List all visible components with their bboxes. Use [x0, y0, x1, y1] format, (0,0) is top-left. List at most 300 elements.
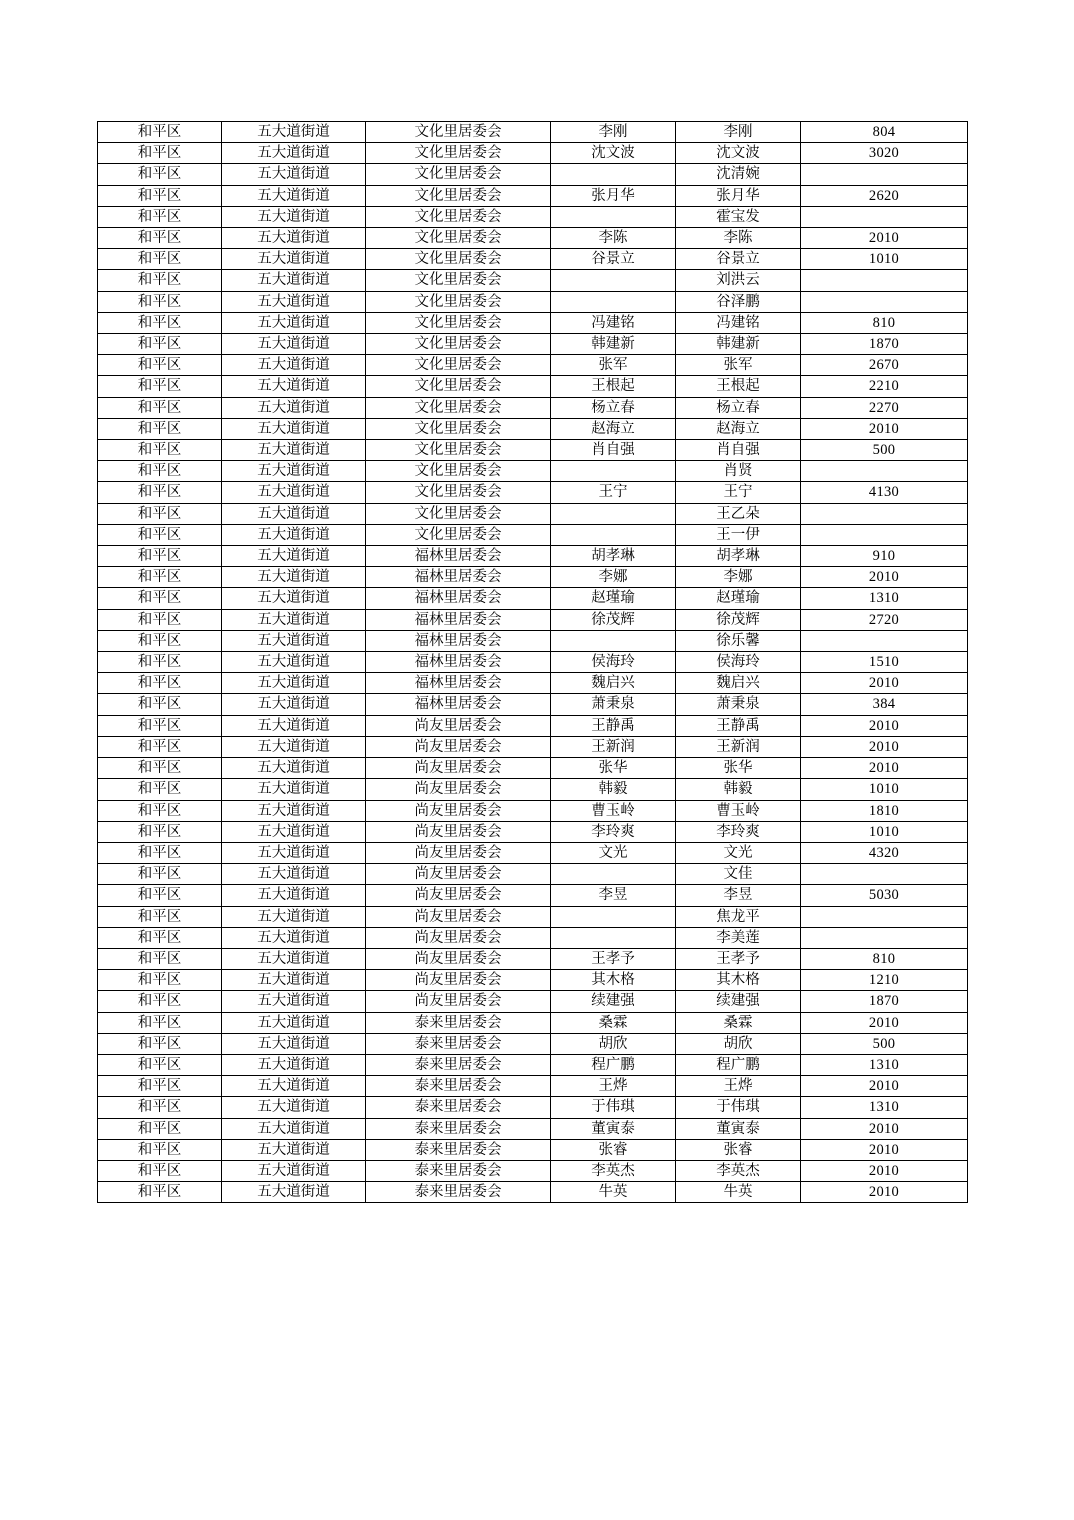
cell-amount: 3020: [801, 143, 968, 164]
cell-amount: 2010: [801, 673, 968, 694]
cell-street: 五大道街道: [222, 736, 366, 757]
cell-amount: 1010: [801, 821, 968, 842]
cell-amount: 1510: [801, 652, 968, 673]
cell-person: 谷泽鹏: [676, 291, 801, 312]
cell-district: 和平区: [98, 270, 222, 291]
table-row: [98, 546, 968, 567]
cell-amount: 500: [801, 440, 968, 461]
cell-district: 和平区: [98, 1097, 222, 1118]
cell-person: 胡孝琳: [676, 546, 801, 567]
table-row: [98, 291, 968, 312]
cell-committee: 文化里居委会: [366, 206, 551, 227]
cell-committee: 尚友里居委会: [366, 821, 551, 842]
cell-committee: 尚友里居委会: [366, 842, 551, 863]
cell-applicant: 韩建新: [551, 334, 676, 355]
cell-amount: 1870: [801, 991, 968, 1012]
cell-committee: 文化里居委会: [366, 228, 551, 249]
cell-amount: 810: [801, 948, 968, 969]
cell-committee: 文化里居委会: [366, 164, 551, 185]
cell-person: 其木格: [676, 970, 801, 991]
cell-applicant: [551, 503, 676, 524]
table-row: [98, 1118, 968, 1139]
cell-district: 和平区: [98, 970, 222, 991]
cell-district: 和平区: [98, 482, 222, 503]
cell-committee: 文化里居委会: [366, 482, 551, 503]
cell-committee: 文化里居委会: [366, 397, 551, 418]
cell-amount: 2010: [801, 418, 968, 439]
cell-street: 五大道街道: [222, 758, 366, 779]
cell-applicant: [551, 927, 676, 948]
cell-committee: 文化里居委会: [366, 503, 551, 524]
cell-amount: 2010: [801, 228, 968, 249]
cell-applicant: 冯建铭: [551, 312, 676, 333]
cell-applicant: [551, 864, 676, 885]
cell-street: 五大道街道: [222, 821, 366, 842]
cell-person: 焦龙平: [676, 906, 801, 927]
cell-committee: 福林里居委会: [366, 546, 551, 567]
cell-street: 五大道街道: [222, 800, 366, 821]
cell-person: 李娜: [676, 567, 801, 588]
cell-applicant: 文光: [551, 842, 676, 863]
cell-street: 五大道街道: [222, 461, 366, 482]
table-row: [98, 482, 968, 503]
cell-amount: 2010: [801, 715, 968, 736]
cell-person: 张月华: [676, 185, 801, 206]
cell-district: 和平区: [98, 821, 222, 842]
cell-amount: [801, 461, 968, 482]
cell-person: 李英杰: [676, 1160, 801, 1181]
cell-district: 和平区: [98, 927, 222, 948]
cell-street: 五大道街道: [222, 1033, 366, 1054]
cell-amount: 2270: [801, 397, 968, 418]
cell-street: 五大道街道: [222, 249, 366, 270]
cell-applicant: 萧秉泉: [551, 694, 676, 715]
cell-applicant: 张月华: [551, 185, 676, 206]
cell-street: 五大道街道: [222, 609, 366, 630]
table-row: [98, 948, 968, 969]
cell-amount: 2010: [801, 1012, 968, 1033]
cell-street: 五大道街道: [222, 185, 366, 206]
cell-committee: 尚友里居委会: [366, 927, 551, 948]
cell-person: 徐茂辉: [676, 609, 801, 630]
table-row: [98, 440, 968, 461]
cell-person: 魏启兴: [676, 673, 801, 694]
cell-amount: 2210: [801, 376, 968, 397]
cell-applicant: 李刚: [551, 122, 676, 143]
cell-district: 和平区: [98, 503, 222, 524]
cell-person: 张军: [676, 355, 801, 376]
cell-committee: 福林里居委会: [366, 652, 551, 673]
cell-person: 霍宝发: [676, 206, 801, 227]
table-row: [98, 906, 968, 927]
cell-amount: 2670: [801, 355, 968, 376]
cell-committee: 文化里居委会: [366, 143, 551, 164]
cell-person: 沈文波: [676, 143, 801, 164]
cell-applicant: 李昱: [551, 885, 676, 906]
cell-district: 和平区: [98, 164, 222, 185]
cell-street: 五大道街道: [222, 206, 366, 227]
cell-district: 和平区: [98, 291, 222, 312]
cell-person: 曹玉岭: [676, 800, 801, 821]
table-row: [98, 821, 968, 842]
cell-applicant: 其木格: [551, 970, 676, 991]
cell-amount: 2010: [801, 1139, 968, 1160]
cell-district: 和平区: [98, 758, 222, 779]
table-row: [98, 1182, 968, 1203]
cell-district: 和平区: [98, 885, 222, 906]
cell-committee: 文化里居委会: [366, 312, 551, 333]
cell-amount: 2010: [801, 567, 968, 588]
table-row: [98, 418, 968, 439]
table-row: [98, 143, 968, 164]
cell-applicant: 杨立春: [551, 397, 676, 418]
cell-district: 和平区: [98, 228, 222, 249]
cell-amount: 4130: [801, 482, 968, 503]
cell-applicant: [551, 291, 676, 312]
cell-committee: 尚友里居委会: [366, 948, 551, 969]
cell-applicant: 王孝予: [551, 948, 676, 969]
data-table-container: [97, 121, 937, 1203]
cell-person: 冯建铭: [676, 312, 801, 333]
cell-applicant: 于伟琪: [551, 1097, 676, 1118]
cell-amount: 2010: [801, 1160, 968, 1181]
cell-amount: 804: [801, 122, 968, 143]
cell-district: 和平区: [98, 1118, 222, 1139]
cell-committee: 文化里居委会: [366, 461, 551, 482]
cell-person: 王一伊: [676, 524, 801, 545]
cell-committee: 尚友里居委会: [366, 715, 551, 736]
table-row: [98, 736, 968, 757]
cell-person: 续建强: [676, 991, 801, 1012]
cell-applicant: 王根起: [551, 376, 676, 397]
table-row: [98, 334, 968, 355]
cell-district: 和平区: [98, 440, 222, 461]
cell-applicant: 侯海玲: [551, 652, 676, 673]
cell-person: 李陈: [676, 228, 801, 249]
cell-district: 和平区: [98, 630, 222, 651]
table-row: [98, 864, 968, 885]
table-row: [98, 1160, 968, 1181]
cell-committee: 文化里居委会: [366, 291, 551, 312]
cell-district: 和平区: [98, 546, 222, 567]
cell-applicant: 李娜: [551, 567, 676, 588]
cell-applicant: 徐茂辉: [551, 609, 676, 630]
cell-street: 五大道街道: [222, 630, 366, 651]
cell-district: 和平区: [98, 1076, 222, 1097]
cell-applicant: [551, 461, 676, 482]
cell-amount: 4320: [801, 842, 968, 863]
table-row: [98, 588, 968, 609]
cell-committee: 泰来里居委会: [366, 1054, 551, 1075]
cell-amount: [801, 164, 968, 185]
table-row: [98, 927, 968, 948]
cell-committee: 福林里居委会: [366, 694, 551, 715]
table-row: [98, 673, 968, 694]
table-row: [98, 694, 968, 715]
cell-street: 五大道街道: [222, 715, 366, 736]
cell-person: 杨立春: [676, 397, 801, 418]
cell-district: 和平区: [98, 461, 222, 482]
cell-person: 于伟琪: [676, 1097, 801, 1118]
cell-street: 五大道街道: [222, 376, 366, 397]
cell-amount: 910: [801, 546, 968, 567]
cell-committee: 尚友里居委会: [366, 991, 551, 1012]
cell-person: 韩建新: [676, 334, 801, 355]
cell-applicant: 李陈: [551, 228, 676, 249]
cell-committee: 尚友里居委会: [366, 906, 551, 927]
cell-district: 和平区: [98, 948, 222, 969]
cell-committee: 文化里居委会: [366, 249, 551, 270]
table-row: [98, 630, 968, 651]
cell-person: 谷景立: [676, 249, 801, 270]
cell-applicant: 张睿: [551, 1139, 676, 1160]
cell-committee: 泰来里居委会: [366, 1182, 551, 1203]
cell-committee: 福林里居委会: [366, 630, 551, 651]
table-row: [98, 800, 968, 821]
cell-amount: 2720: [801, 609, 968, 630]
cell-district: 和平区: [98, 143, 222, 164]
table-row: [98, 503, 968, 524]
cell-applicant: 肖自强: [551, 440, 676, 461]
cell-person: 王孝予: [676, 948, 801, 969]
table-row: [98, 758, 968, 779]
cell-district: 和平区: [98, 588, 222, 609]
cell-amount: 2620: [801, 185, 968, 206]
cell-committee: 福林里居委会: [366, 567, 551, 588]
table-row: [98, 991, 968, 1012]
cell-street: 五大道街道: [222, 1118, 366, 1139]
cell-person: 萧秉泉: [676, 694, 801, 715]
cell-applicant: 沈文波: [551, 143, 676, 164]
cell-applicant: 李英杰: [551, 1160, 676, 1181]
table-row: [98, 1033, 968, 1054]
table-row: [98, 1012, 968, 1033]
cell-person: 桑霖: [676, 1012, 801, 1033]
cell-applicant: 牛英: [551, 1182, 676, 1203]
table-row: [98, 609, 968, 630]
cell-applicant: 程广鹏: [551, 1054, 676, 1075]
table-row: [98, 355, 968, 376]
cell-amount: [801, 291, 968, 312]
cell-district: 和平区: [98, 567, 222, 588]
table-row: [98, 228, 968, 249]
cell-applicant: 李玲爽: [551, 821, 676, 842]
cell-district: 和平区: [98, 122, 222, 143]
table-row: [98, 206, 968, 227]
cell-street: 五大道街道: [222, 927, 366, 948]
table-row: [98, 567, 968, 588]
cell-person: 李美莲: [676, 927, 801, 948]
cell-amount: 1310: [801, 1097, 968, 1118]
cell-committee: 尚友里居委会: [366, 885, 551, 906]
table-row: [98, 461, 968, 482]
cell-street: 五大道街道: [222, 397, 366, 418]
cell-street: 五大道街道: [222, 270, 366, 291]
cell-district: 和平区: [98, 906, 222, 927]
cell-amount: [801, 630, 968, 651]
cell-committee: 尚友里居委会: [366, 864, 551, 885]
table-row: [98, 970, 968, 991]
table-row: [98, 122, 968, 143]
cell-applicant: [551, 524, 676, 545]
cell-person: 王根起: [676, 376, 801, 397]
cell-street: 五大道街道: [222, 1012, 366, 1033]
cell-amount: 5030: [801, 885, 968, 906]
cell-district: 和平区: [98, 800, 222, 821]
cell-committee: 文化里居委会: [366, 185, 551, 206]
cell-applicant: 王宁: [551, 482, 676, 503]
table-row: [98, 270, 968, 291]
cell-district: 和平区: [98, 397, 222, 418]
cell-street: 五大道街道: [222, 906, 366, 927]
cell-committee: 福林里居委会: [366, 673, 551, 694]
cell-district: 和平区: [98, 418, 222, 439]
cell-district: 和平区: [98, 355, 222, 376]
cell-applicant: 董寅泰: [551, 1118, 676, 1139]
cell-amount: [801, 927, 968, 948]
cell-amount: 2010: [801, 1118, 968, 1139]
cell-street: 五大道街道: [222, 567, 366, 588]
cell-district: 和平区: [98, 842, 222, 863]
cell-amount: [801, 270, 968, 291]
cell-person: 肖自强: [676, 440, 801, 461]
cell-person: 文佳: [676, 864, 801, 885]
cell-amount: [801, 206, 968, 227]
table-row: [98, 1054, 968, 1075]
table-row: [98, 524, 968, 545]
cell-street: 五大道街道: [222, 122, 366, 143]
cell-committee: 尚友里居委会: [366, 779, 551, 800]
cell-committee: 福林里居委会: [366, 609, 551, 630]
cell-street: 五大道街道: [222, 228, 366, 249]
cell-committee: 文化里居委会: [366, 334, 551, 355]
cell-committee: 文化里居委会: [366, 440, 551, 461]
cell-street: 五大道街道: [222, 164, 366, 185]
cell-applicant: 王新润: [551, 736, 676, 757]
cell-person: 沈清婉: [676, 164, 801, 185]
cell-applicant: 魏启兴: [551, 673, 676, 694]
cell-applicant: 桑霖: [551, 1012, 676, 1033]
cell-committee: 泰来里居委会: [366, 1118, 551, 1139]
cell-street: 五大道街道: [222, 334, 366, 355]
cell-person: 李刚: [676, 122, 801, 143]
cell-street: 五大道街道: [222, 1160, 366, 1181]
cell-applicant: 曹玉岭: [551, 800, 676, 821]
table-row: [98, 652, 968, 673]
cell-street: 五大道街道: [222, 694, 366, 715]
cell-street: 五大道街道: [222, 1139, 366, 1160]
cell-district: 和平区: [98, 524, 222, 545]
cell-person: 胡欣: [676, 1033, 801, 1054]
cell-applicant: 胡欣: [551, 1033, 676, 1054]
cell-street: 五大道街道: [222, 524, 366, 545]
cell-district: 和平区: [98, 1054, 222, 1075]
cell-district: 和平区: [98, 1012, 222, 1033]
cell-committee: 文化里居委会: [366, 376, 551, 397]
cell-street: 五大道街道: [222, 842, 366, 863]
cell-street: 五大道街道: [222, 673, 366, 694]
cell-street: 五大道街道: [222, 991, 366, 1012]
cell-person: 侯海玲: [676, 652, 801, 673]
cell-applicant: 张军: [551, 355, 676, 376]
table-row: [98, 397, 968, 418]
cell-street: 五大道街道: [222, 1054, 366, 1075]
cell-applicant: 胡孝琳: [551, 546, 676, 567]
table-row: [98, 779, 968, 800]
cell-district: 和平区: [98, 715, 222, 736]
cell-amount: 810: [801, 312, 968, 333]
table-row: [98, 715, 968, 736]
cell-person: 张华: [676, 758, 801, 779]
cell-district: 和平区: [98, 1139, 222, 1160]
cell-person: 董寅泰: [676, 1118, 801, 1139]
cell-applicant: 赵瑾瑜: [551, 588, 676, 609]
cell-committee: 尚友里居委会: [366, 970, 551, 991]
cell-committee: 福林里居委会: [366, 588, 551, 609]
cell-applicant: 韩毅: [551, 779, 676, 800]
cell-street: 五大道街道: [222, 418, 366, 439]
cell-district: 和平区: [98, 376, 222, 397]
cell-amount: 2010: [801, 736, 968, 757]
table-row: [98, 885, 968, 906]
cell-person: 李玲爽: [676, 821, 801, 842]
cell-amount: 500: [801, 1033, 968, 1054]
cell-person: 牛英: [676, 1182, 801, 1203]
cell-applicant: 赵海立: [551, 418, 676, 439]
cell-committee: 文化里居委会: [366, 355, 551, 376]
cell-applicant: 续建强: [551, 991, 676, 1012]
cell-amount: 2010: [801, 1182, 968, 1203]
cell-applicant: 谷景立: [551, 249, 676, 270]
cell-street: 五大道街道: [222, 143, 366, 164]
table-row: [98, 1097, 968, 1118]
cell-person: 王烨: [676, 1076, 801, 1097]
cell-street: 五大道街道: [222, 1076, 366, 1097]
cell-person: 徐乐馨: [676, 630, 801, 651]
cell-district: 和平区: [98, 249, 222, 270]
cell-street: 五大道街道: [222, 503, 366, 524]
cell-district: 和平区: [98, 312, 222, 333]
cell-committee: 尚友里居委会: [366, 736, 551, 757]
cell-street: 五大道街道: [222, 885, 366, 906]
cell-applicant: 王静禹: [551, 715, 676, 736]
cell-person: 肖贤: [676, 461, 801, 482]
cell-district: 和平区: [98, 652, 222, 673]
cell-district: 和平区: [98, 1160, 222, 1181]
cell-district: 和平区: [98, 673, 222, 694]
cell-street: 五大道街道: [222, 355, 366, 376]
cell-person: 王宁: [676, 482, 801, 503]
cell-amount: 1870: [801, 334, 968, 355]
cell-person: 程广鹏: [676, 1054, 801, 1075]
cell-amount: 1310: [801, 588, 968, 609]
cell-person: 王静禹: [676, 715, 801, 736]
cell-district: 和平区: [98, 334, 222, 355]
cell-committee: 泰来里居委会: [366, 1012, 551, 1033]
cell-amount: 1010: [801, 249, 968, 270]
cell-person: 文光: [676, 842, 801, 863]
cell-committee: 泰来里居委会: [366, 1033, 551, 1054]
cell-applicant: [551, 206, 676, 227]
cell-street: 五大道街道: [222, 482, 366, 503]
cell-street: 五大道街道: [222, 779, 366, 800]
cell-applicant: [551, 630, 676, 651]
table-row: [98, 312, 968, 333]
cell-amount: [801, 864, 968, 885]
cell-applicant: [551, 270, 676, 291]
cell-applicant: [551, 906, 676, 927]
cell-amount: 2010: [801, 1076, 968, 1097]
